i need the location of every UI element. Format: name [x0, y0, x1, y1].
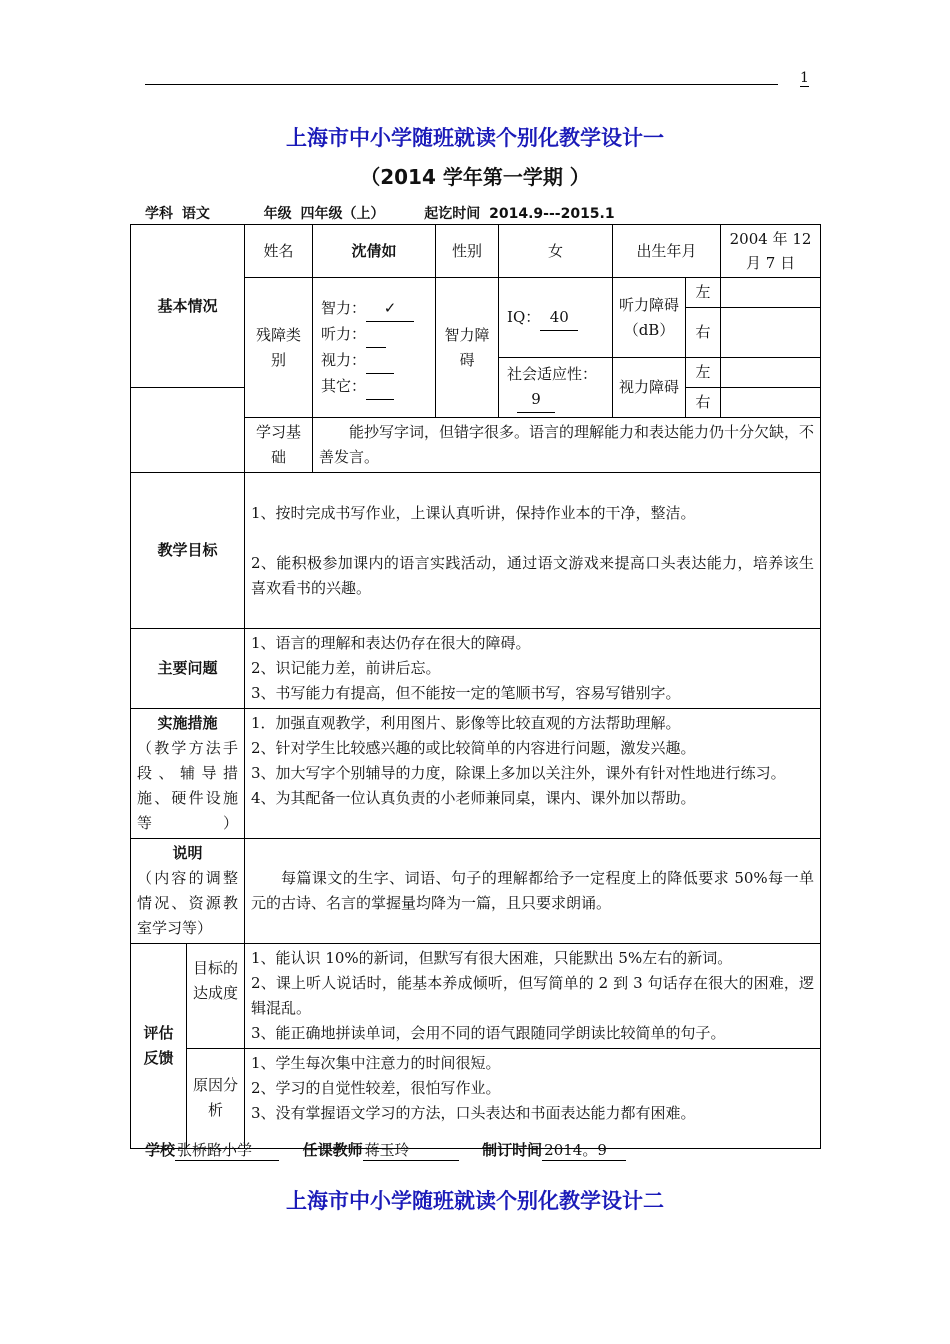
- cause-label: 原因分析: [187, 1049, 245, 1149]
- problem-item: 3、书写能力有提高，但不能按一定的笔顺书写，容易写错别字。: [251, 684, 681, 702]
- problem-item: 2、识记能力差，前讲后忘。: [251, 659, 441, 677]
- vision-impair-label: 视力障碍: [613, 358, 686, 418]
- iq-value: 40: [540, 305, 578, 331]
- document-subtitle: （2014 学年第一学期 ）: [360, 165, 590, 189]
- disability-type: 智力障碍: [436, 278, 499, 418]
- intel-label: 智力：: [321, 298, 367, 317]
- date-label: 制订时间: [482, 1141, 543, 1159]
- birth-value: 2004 年 12 月 7 日: [721, 225, 821, 278]
- basic-section-label: 基本情况: [131, 225, 245, 388]
- iq-cell: [499, 278, 613, 358]
- student-name: 沈倩如: [313, 225, 436, 278]
- measure-item: 4、为其配备一位认真负责的小老师兼同桌，课内、课外加以帮助。: [251, 789, 696, 807]
- cause-item: 3、没有掌握语文学习的方法，口头表达和书面表达能力都有困难。: [251, 1104, 696, 1122]
- period-label: 起讫时间: [424, 206, 481, 222]
- vision-right-value: [721, 388, 821, 418]
- teacher-label: 任课教师: [302, 1141, 363, 1159]
- grade-value: 四年级（上）: [300, 206, 385, 222]
- gender-value: 女: [499, 225, 613, 278]
- measures-label: 实施措施: [157, 714, 218, 732]
- problems-content: [245, 629, 821, 709]
- school-label: 学校: [145, 1141, 176, 1159]
- hearing-impair-label: 听力障碍（dB）: [613, 278, 686, 358]
- cause-item: 1、学生每次集中注意力的时间很短。: [251, 1054, 501, 1072]
- other-label: 其它：: [321, 376, 367, 395]
- evaluation-label: 评估反馈: [131, 944, 187, 1149]
- iq-label: IQ：: [507, 307, 541, 326]
- gender-label: 性别: [436, 225, 499, 278]
- vision-left-label: 左: [686, 358, 721, 388]
- learning-text: 能抄写字词，但错字很多。语言的理解能力和表达能力仍十分欠缺，不善发言。: [313, 418, 821, 473]
- subject-value: 语文: [181, 206, 210, 222]
- hearing-right-label: 右: [686, 308, 721, 358]
- learning-label: 学习基础: [245, 418, 313, 473]
- achieve-item: 2、课上听人说话时，能基本养成倾听，但写简单的 2 到 3 句话存在很大的困难，逻辑混乱。: [251, 974, 815, 1017]
- vision-right-label: 右: [686, 388, 721, 418]
- social-cell: [499, 358, 613, 418]
- date-value: 2014。9: [542, 1139, 626, 1161]
- vision-label: 视力：: [321, 350, 367, 369]
- hearing-label: 听力：: [321, 324, 367, 343]
- social-value: 9: [517, 387, 555, 413]
- footer-line: [145, 1139, 626, 1161]
- subject-label: 学科: [145, 206, 173, 222]
- achieve-label: 目标的达成度: [187, 944, 245, 1049]
- measure-item: 2、针对学生比较感兴趣的或比较简单的内容进行问题，激发兴趣。: [251, 739, 696, 757]
- measure-item: 3、加大写字个别辅导的力度，除课上多加以关注外，课外有针对性地进行练习。: [251, 764, 786, 782]
- measure-item: 1．加强直观教学，利用图片、影像等比较直观的方法帮助理解。: [251, 714, 681, 732]
- next-document-title: 上海市中小学随班就读个别化教学设计二: [286, 1189, 664, 1213]
- hearing-left-label: 左: [686, 278, 721, 308]
- social-label: 社会适应性：: [507, 365, 598, 383]
- achieve-item: 3、能正确地拼读单词，会用不同的语气跟随同学朗读比较简单的句子。: [251, 1024, 726, 1042]
- name-label: 姓名: [245, 225, 313, 278]
- problem-item: 1、语言的理解和表达仍存在很大的障碍。: [251, 634, 531, 652]
- disability-checklist: [313, 278, 436, 418]
- cause-item: 2、学习的自觉性较差，很怕写作业。: [251, 1079, 501, 1097]
- notes-text: 每篇课文的生字、词语、句子的理解都给予一定程度上的降低要求 50%每一单元的古诗、名言的掌握量均降为一篇，且只要求朗诵。: [245, 839, 821, 944]
- grade-label: 年级: [263, 206, 292, 222]
- period-value: 2014.9---2015.1: [489, 206, 615, 222]
- problems-label: 主要问题: [131, 629, 245, 709]
- hearing-left-value: [721, 278, 821, 308]
- disability-label: 残障类别: [245, 278, 313, 418]
- teacher-value: 蒋玉玲: [363, 1139, 459, 1161]
- school-value: 张桥路小学: [175, 1139, 279, 1161]
- goal-item: 1、按时完成书写作业，上课认真听讲，保持作业本的干净，整洁。: [251, 503, 696, 522]
- goal-item: 2、能积极参加课内的语言实践活动，通过语文游戏来提高口头表达能力，培养该生喜欢看书的兴趣。: [251, 553, 815, 597]
- achieve-content: [245, 944, 821, 1049]
- measures-content: [245, 709, 821, 839]
- goals-content: [245, 473, 821, 629]
- cause-content: [245, 1049, 821, 1149]
- measures-sub: （教学方法手段、辅导措施、硬件设施等）: [137, 739, 239, 832]
- goals-label: 教学目标: [131, 473, 245, 629]
- vision-left-value: [721, 358, 821, 388]
- measures-label-cell: [131, 709, 245, 839]
- plan-table: [130, 224, 821, 1149]
- notes-sub: （内容的调整情况、资源教室学习等）: [137, 869, 239, 937]
- hearing-right-value: [721, 308, 821, 358]
- birth-label: 出生年月: [613, 225, 721, 278]
- achieve-item: 1、能认识 10%的新词，但默写有很大困难，只能默出 5%左右的新词。: [251, 949, 733, 967]
- intel-check: ✓: [366, 296, 414, 322]
- document-title: 上海市中小学随班就读个别化教学设计一: [286, 126, 664, 150]
- notes-label-cell: [131, 839, 245, 944]
- header-rule: [145, 84, 778, 85]
- meta-line: [145, 203, 619, 223]
- notes-label: 说明: [172, 844, 203, 862]
- page-number: 1: [800, 70, 809, 86]
